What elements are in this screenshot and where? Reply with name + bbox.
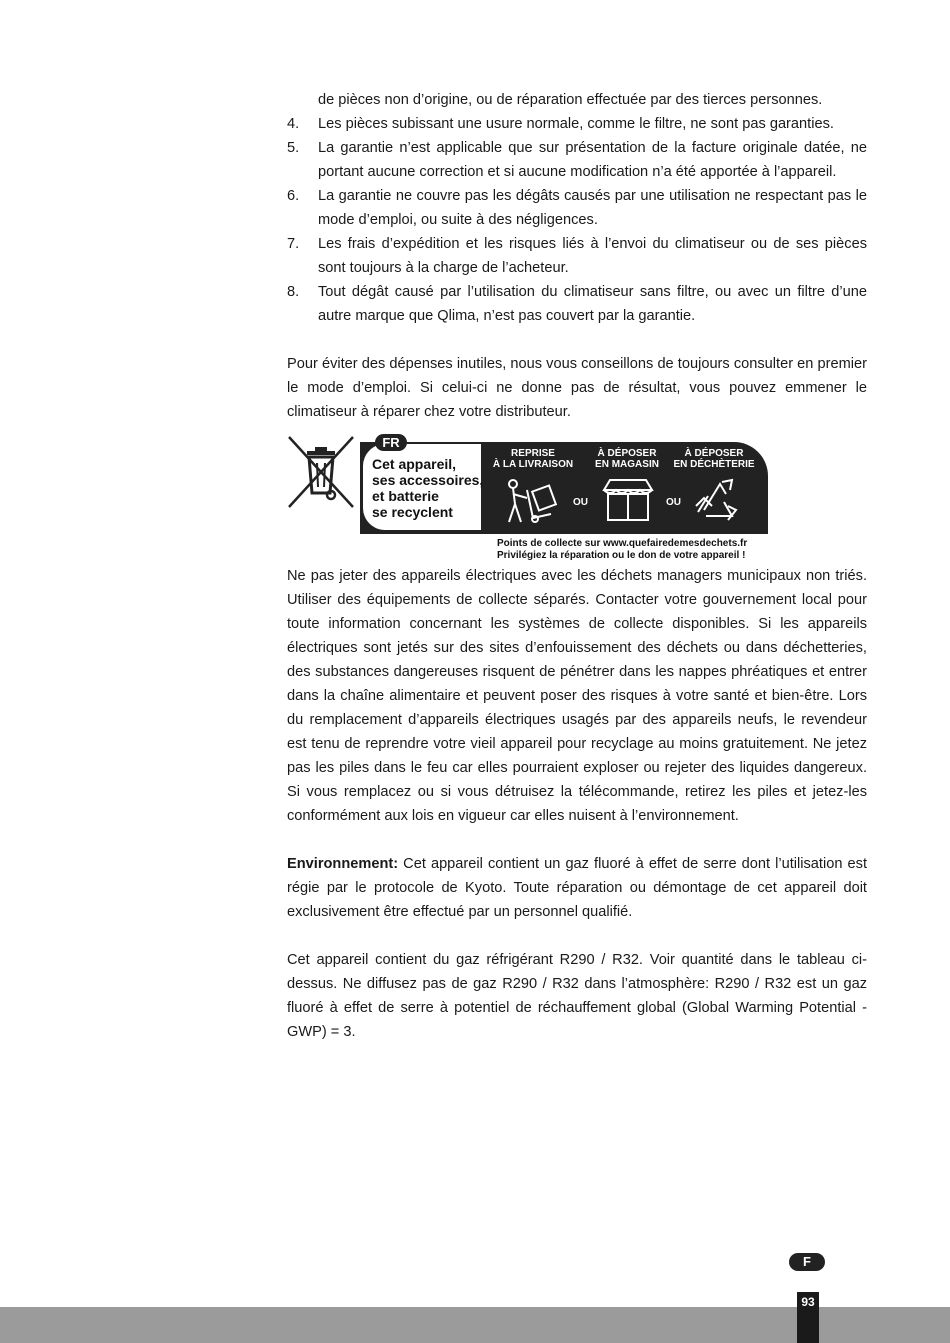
refrigerant-paragraph: Cet appareil contient du gaz réfrigérant R290 / R32. Voir quantité dans le tableau ci-dessus. Ne diffusez pas de gaz R290 / R32 dans l’atmosphère: R290 / R32 est un gaz fluoré à effet de serre à potentiel de réchauffement global (Global Warming Potential - GWP) = 3. [287, 952, 867, 1040]
option-delivery-title [488, 448, 578, 470]
note-line: Points de collecte sur www.quefairedemesdechets.fr [497, 538, 748, 549]
warranty-continued-line: de pièces non d’origine, ou de réparation effectuée par des tierces personnes. [318, 92, 823, 108]
option-store-title [582, 448, 672, 470]
recycling-arrows-icon [692, 476, 742, 522]
claim-line: se recyclent [372, 504, 453, 520]
language-marker: F [789, 1253, 825, 1271]
environment-text: Cet appareil contient un gaz fluoré à effet de serre dont l’utilisation est régie par le protocole de Kyoto. Toute réparation ou démontage de cet appareil doit exclusivement être effectué par un personnel qualifié. [287, 856, 867, 920]
warranty-item [287, 136, 867, 184]
item-number: 6. [287, 188, 300, 204]
environment-paragraph [287, 852, 867, 924]
recycling-label [287, 432, 867, 564]
claim-line: ses accessoires, [372, 472, 484, 488]
separator-or: OU [666, 497, 681, 508]
main-content [287, 88, 867, 1044]
option-line: À LA LIVRAISON [492, 459, 574, 470]
recycle-claim [372, 456, 484, 520]
item-number: 7. [287, 236, 300, 252]
option-line: À DÉPOSER [684, 448, 744, 459]
item-text: Les frais d’expédition et les risques liés à l’envoi du climatiseur ou de ses pièces sont toujours à la charge de l’acheteur. [318, 236, 867, 276]
warranty-item [287, 232, 867, 280]
warranty-item [287, 184, 867, 232]
page-number: 93 [797, 1292, 819, 1343]
item-text: La garantie n’est applicable que sur présentation de la facture originale datée, ne portant aucune correction et si aucune modification n’a été apportée à l’appareil. [318, 140, 867, 180]
recycling-note [497, 538, 769, 562]
item-text: La garantie ne couvre pas les dégâts causés par une utilisation ne respectant pas le mode d’emploi, ou suite à des négligences. [318, 188, 867, 228]
option-line: REPRISE [511, 448, 555, 459]
hand-truck-icon [505, 478, 563, 524]
advice-paragraph: Pour éviter des dépenses inutiles, nous vous conseillons de toujours consulter en premier le mode d’emploi. Si celui-ci ne donne pas de résultat, vous pouvez emmener le climatiseur à réparer chez votre distributeur. [287, 356, 867, 420]
environment-label: Environnement: [287, 856, 399, 872]
item-number: 4. [287, 116, 300, 132]
country-badge: FR [375, 434, 407, 451]
item-number: 5. [287, 140, 300, 156]
disposal-paragraph: Ne pas jeter des appareils électriques avec les déchets managers municipaux non triés. Utiliser des équipements de collecte séparés. Contacter votre gouvernement local pour toute information concernant les systèmes de collecte disponibles. Si les appareils électriques sont jetés sur des sites d’enfouissement des déchets ou dans déchetteries, des substances dangereuses risquent de pénétrer dans les nappes phréatiques et entrer dans la chaîne alimentaire et peuvent poser des risques à votre santé et bien-être. Lors du remplacement d’appareils électriques usagés par des appareils neufs, le revendeur est tenu de reprendre votre vieil appareil pour recyclage au moins gratuitement. Ne jetez pas les piles dans le feu car elles pourraient exploser ou rejeter des liquides dangereux. Si vous remplacez ou si vous détruisez la télécommande, retirez les piles et jetez-les conformément aux lois en vigueur car elles nuisent à l’environnement. [287, 568, 867, 824]
option-line: EN MAGASIN [595, 459, 659, 470]
option-line: EN DÉCHÈTERIE [673, 459, 755, 470]
option-line: À DÉPOSER [597, 448, 657, 459]
warranty-item [287, 112, 867, 136]
claim-line: et batterie [372, 488, 439, 504]
item-text: Tout dégât causé par l’utilisation du climatiseur sans filtre, ou avec un filtre d’une autre marque que Qlima, n’est pas couvert par la garantie. [318, 284, 867, 324]
shop-icon [602, 478, 654, 522]
claim-line: Cet appareil, [372, 456, 457, 472]
crossed-out-bin-icon [287, 435, 355, 509]
note-line: Privilégiez la réparation ou le don de votre appareil ! [497, 550, 746, 561]
separator-or: OU [573, 497, 588, 508]
option-waste-center-title [669, 448, 759, 470]
warranty-item [287, 280, 867, 328]
warranty-list [287, 112, 867, 328]
item-number: 8. [287, 284, 300, 300]
item-text: Les pièces subissant une usure normale, comme le filtre, ne sont pas garanties. [318, 116, 834, 132]
